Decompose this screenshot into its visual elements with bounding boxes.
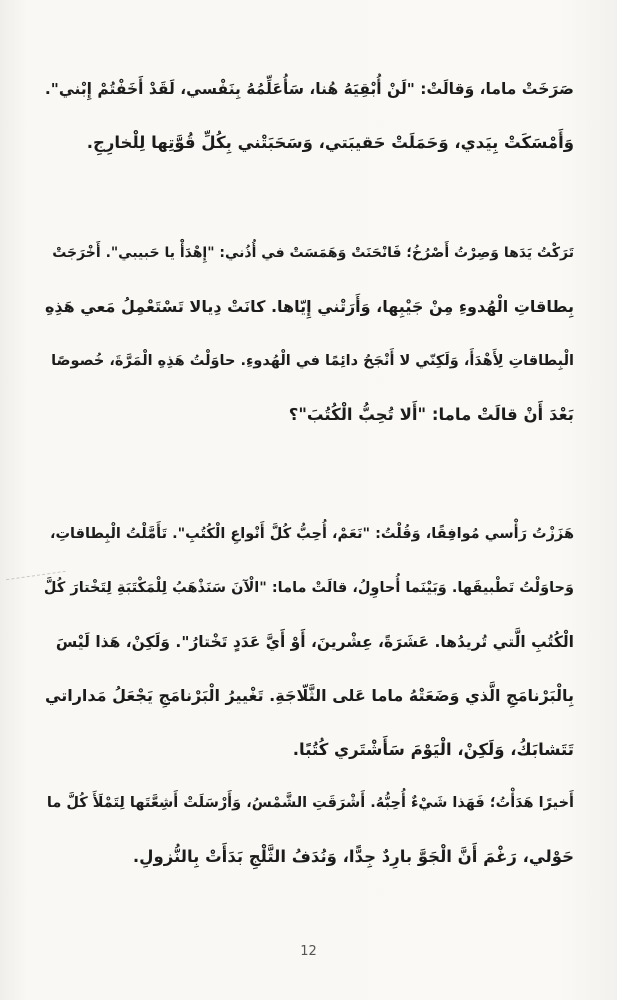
text-line: هَزَزْتُ رَأْسي مُوافِقًا، وَقُلْتُ: "نَعَمْ، أُحِبُّ كُلَّ أَنْواعِ الْكُتُبِ". تَأَمَّلْتُ الْبِطاقاتِ، [49, 526, 574, 542]
text-line: تَتَشابَكُ، وَلَكِنْ، الْيَوْمَ سَأَشْتَري كُتُبًا. [292, 740, 574, 759]
text-line: بِطاقاتِ الْهُدوءِ مِنْ جَيْبِها، وَأَرَتْني إِيّاها. كانَتْ دِيالا تَسْتَعْمِلُ مَعي هَذِهِ [44, 297, 574, 316]
text-line: تَرَكْتُ يَدَها وَصِرْتُ أَصْرُخُ؛ فَانْحَنَتْ وَهَمَسَتْ في أُذُني: "إِهْدَأْ يا حَبيبي". أَخْرَجَتْ [52, 245, 574, 261]
text-line: أَخيرًا هَدَأْتُ؛ فَهَذا شَيْءٌ أُحِبُّهُ. أَشْرَقَتِ الشَّمْسُ، وَأَرْسَلَتْ أَشِعَّتَها لِتَمْلَأَ كُلَّ ما [46, 795, 574, 811]
text-line: وَحاوَلْتُ تَطْبيقَها. وَبَيْنَما أُحاوِلُ، قالَتْ ماما: "الْآنَ سَنَذْهَبُ لِلْمَكْتَبَةِ لِتَخْتارَ كُلَّ [44, 580, 574, 596]
text-line: الْكُتُبِ الَّتي تُريدُها. عَشَرَةً، عِشْرينَ، أَوْ أَيَّ عَدَدٍ تَخْتارُ". وَلَكِنْ، هَذا لَيْسَ [55, 633, 574, 651]
paragraph-4 [44, 776, 574, 884]
text-line: بِالْبَرْنامَجِ الَّذي وَضَعَتْهُ ماما عَلى الثَّلّاجَةِ. تَغْييرُ الْبَرْنامَجِ يَجْعَلُ مَداراتي [45, 686, 574, 705]
text-line: وَأَمْسَكَتْ بِيَدي، وَحَمَلَتْ حَقيبَتي، وَسَحَبَتْني بِكُلِّ قُوَّتِها لِلْخارِجِ. [86, 133, 574, 152]
paragraph-1 [44, 62, 574, 170]
text-line: الْبِطاقاتِ لِأَهْدَأَ، وَلَكِنّي لا أَنْجَحُ دائِمًا في الْهُدوءِ. حاوَلْتُ هَذِهِ الْمَرَّةَ، خُصوصًا [51, 353, 574, 369]
text-line: صَرَخَتْ ماما، وَقالَتْ: "لَنْ أُبْقِيَهُ هُنا، سَأُعَلِّمُهُ بِنَفْسي، لَقَدْ أَخَفْتُمْ إِبْني". [44, 80, 574, 98]
paragraph-3 [44, 507, 574, 777]
page-number: 12 [300, 944, 317, 959]
paragraph-2 [44, 226, 574, 442]
text-line: حَوْلي، رَغْمَ أَنَّ الْجَوَّ بارِدٌ جِدًّا، وَنُدَفُ الثَّلْجِ بَدَأَتْ بِالنُّزولِ. [132, 847, 574, 866]
text-line: بَعْدَ أَنْ قالَتْ ماما: "أَلا تُحِبُّ الْكُتُبَ"؟ [288, 405, 574, 424]
